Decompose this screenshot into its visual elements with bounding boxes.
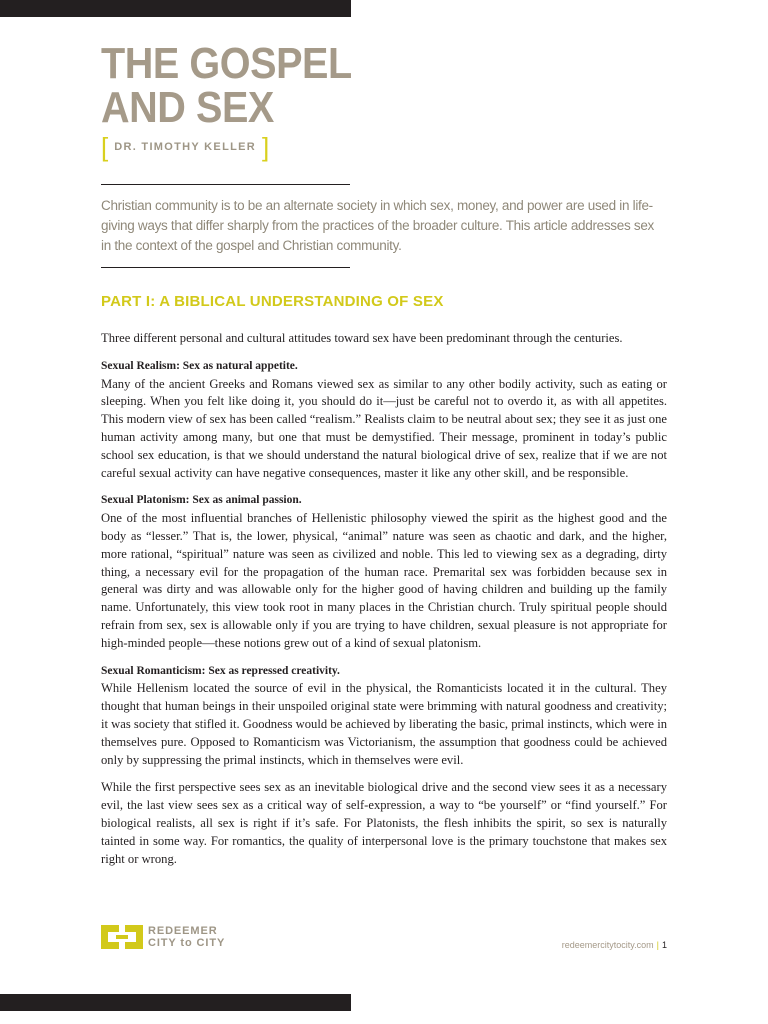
document-title — [101, 39, 352, 132]
section-subhead: Sexual Realism: Sex as natural appetite. — [101, 359, 298, 372]
section-platonism — [101, 492, 667, 652]
title-line-2: AND SEX — [101, 83, 274, 132]
logo-line-2: CITY to CITY — [148, 937, 226, 949]
page-number: 1 — [661, 940, 667, 950]
bottom-decorative-bar — [0, 994, 351, 1011]
part-heading: PART I: A BIBLICAL UNDERSTANDING OF SEX — [101, 293, 444, 310]
footer-separator: | — [656, 940, 659, 950]
section-text: While Hellenism located the source of evil in the physical, the Romanticists located it in the cultural. They thought that human beings in their unspoiled original state were brimming with natural goodness and creativity; it was society that stifled it. Goodness would be achieved by liberating the basic, primal instincts, which were in themselves pure. Opposed to Romanticism was Victorianism, the assumption that goodness could be achieved only by suppressing the primal instincts, which in themselves were evil. — [101, 681, 667, 767]
top-decorative-bar — [0, 0, 351, 17]
section-romanticism — [101, 663, 667, 770]
footer-page-info — [562, 940, 667, 950]
intro-paragraph: Christian community is to be an alternate society in which sex, money, and power are used in life-giving ways that differ sharply from the practices of the broader culture. This article addresses sex in the context of the gospel and Christian community. — [101, 198, 654, 253]
section-subhead: Sexual Romanticism: Sex as repressed creativity. — [101, 664, 340, 677]
closing-paragraph: While the first perspective sees sex as an inevitable biological drive and the second view sees it as a necessary evil, the last view sees sex as a critical way of self-expression, a way to “be yourself” or “find yourself.” For biological realists, all sex is right if it’s safe. For Platonists, the flesh inhibits the spirit, so sex is naturally tainted in some way. For romantics, the quality of interpersonal love is the primary touchstone that makes sex right or wrong. — [101, 780, 667, 866]
opening-paragraph: Three different personal and cultural attitudes toward sex have been predominant through the centuries. — [101, 331, 623, 345]
redeemer-logo-icon — [101, 925, 143, 949]
section-text: Many of the ancient Greeks and Romans viewed sex as similar to any other bodily activity, such as eating or sleeping. When you felt like doing it, you should do it—just be careful not to overdo it, as with all appetites. This modern view of sex has been called “realism.” Realists claim to be neutral about sex; they see it as just one human activity among many, but one that must be demystified. Their message, prominent in today’s public school sex education, is that we should understand the natural biological drive of sex, realize that if we are not careful sexual activity can have negative consequences, master it like any other skill, and be responsible. — [101, 376, 667, 480]
section-realism — [101, 358, 667, 483]
intro-bottom-divider — [101, 267, 350, 268]
bracket-close: ] — [262, 132, 270, 162]
redeemer-city-to-city-logo — [101, 925, 225, 949]
section-text: One of the most influential branches of Hellenistic philosophy viewed the spirit as the highest good and the body as “lesser.” That is, the lower, physical, “animal” nature was seen as chaotic and dark, and the higher, more rational, “spiritual” nature was seen as civilized and noble. This led to viewing sex as a degrading, dirty thing, a necessary evil for the propagation of the human race. Premarital sex was forbidden because sex in general was dirty and was allowable only for the higher good of having children and building up the family name. Unfortunately, this view took root in many places in the Christian church. Truly spiritual people should refrain from sex, sex is allowable only if you are trying to have children, sexual pleasure is not appropriate for high-minded people—these notions grew out of a kind of sexual platonism. — [101, 511, 667, 650]
author-byline — [101, 132, 270, 162]
website-link[interactable]: redeemercitytocity.com — [561, 940, 654, 950]
title-line-1: THE GOSPEL — [101, 39, 352, 88]
article-body — [101, 330, 667, 878]
author-name: DR. TIMOTHY KELLER — [114, 141, 256, 153]
logo-line-1: REDEEMER — [148, 925, 218, 937]
intro-top-divider — [101, 184, 350, 185]
section-subhead: Sexual Platonism: Sex as animal passion. — [101, 494, 302, 507]
logo-wordmark — [148, 925, 225, 949]
bracket-open: [ — [101, 132, 109, 162]
